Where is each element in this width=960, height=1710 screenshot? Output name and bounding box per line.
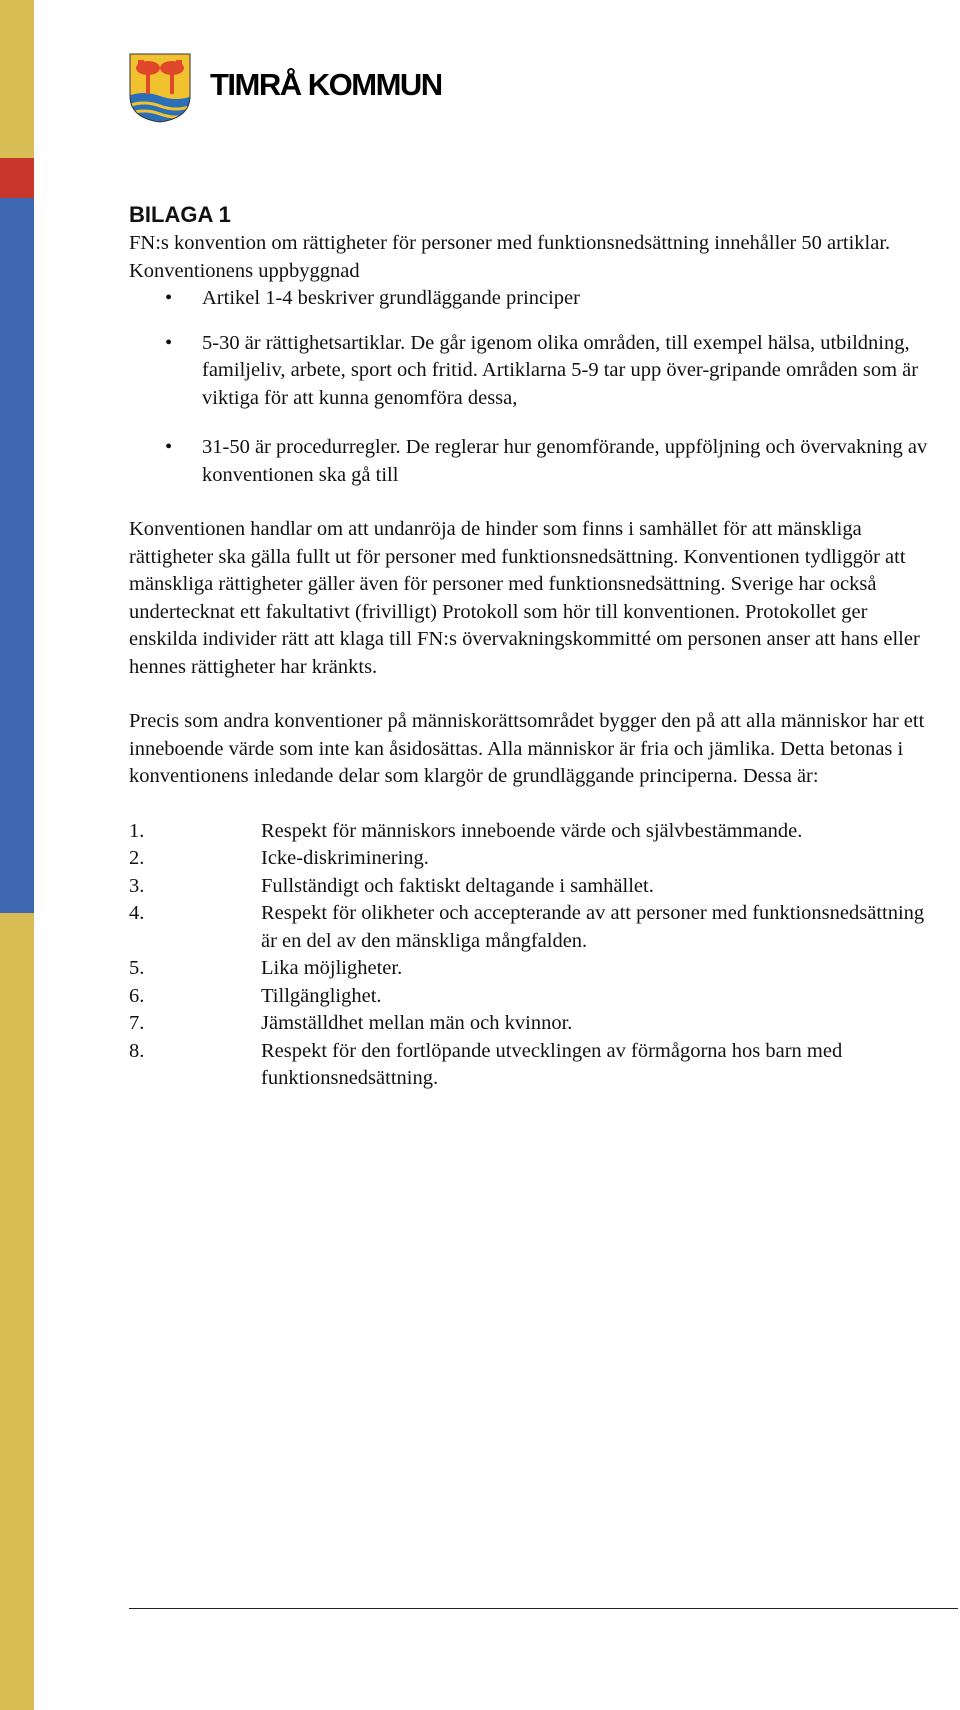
municipality-logo — [128, 52, 448, 126]
list-spacer — [129, 412, 929, 434]
list-item: 8. Respekt för den fortlöpande utvecklingen av förmågorna hos barn med funktionsnedsättning. — [129, 1039, 843, 1089]
list-item: • 5-30 är rättighetsartiklar. De går igenom olika områden, till exempel hälsa, utbildning, familjeliv, arbete, sport och fritid. Artiklarna 5-9 tar upp över-gripande områden som är viktiga för att kunna genomföra dessa, — [165, 331, 919, 409]
list-item: 2. Icke-diskriminering. — [129, 847, 429, 869]
list-spacer — [129, 313, 929, 330]
structure-list — [129, 285, 929, 489]
side-stripe-blue — [0, 198, 34, 913]
list-item: • 31-50 är procedurregler. De reglerar hur genomförande, uppföljning och övervakning av konventionen ska gå till — [165, 436, 928, 486]
side-stripe-red — [0, 158, 34, 198]
principles-list — [129, 818, 929, 1093]
footer-divider — [129, 1608, 958, 1609]
list-item: 7. Jämställdhet mellan män och kvinnor. — [129, 1012, 573, 1034]
document-body — [129, 200, 929, 1093]
body-paragraph: Precis som andra konventioner på människorättsområdet bygger den på att alla människor har ett inneboende värde som inte kan åsidosättas. Alla människor är fria och jämlika. Detta betonas i konventionens inledande delar som klargör de grundläggande principerna. Dessa är: — [129, 710, 925, 787]
list-item: • Artikel 1-4 beskriver grundläggande principer — [129, 285, 929, 313]
list-item: 4. Respekt för olikheter och accepterande av att personer med funktionsnedsättning är en del av den mänskliga mångfalden. — [129, 902, 925, 952]
structure-title: Konventionens uppbyggnad — [129, 259, 360, 282]
intro-paragraph: FN:s konvention om rättigheter för personer med funktionsnedsättning innehåller 50 artiklar. — [129, 232, 891, 254]
coat-of-arms-icon — [128, 52, 192, 124]
page-title: BILAGA 1 — [129, 202, 231, 227]
side-stripe-gold-top — [0, 0, 34, 158]
bullet-icon: • — [165, 287, 173, 309]
bullet-icon: • — [165, 331, 173, 354]
side-stripe-gold-bottom — [0, 913, 34, 1710]
bullet-icon: • — [165, 436, 173, 458]
list-item: 3. Fullständigt och faktiskt deltagande i samhället. — [129, 874, 654, 897]
body-paragraph: Konventionen handlar om att undanröja de hinder som finns i samhället för att mänskliga rättigheter ska gälla fullt ut för personer med funktionsnedsättning. Konventionen tydliggör att mänskliga rättigheter gäller även för personer med funktionsnedsättning. Sverige har också undertecknat ett fakultativt (frivilligt) Protokoll som hör till konventionen. Protokollet ger enskilda individer rätt att klaga till FN:s övervakningskommitté om personen anser att hans eller hennes rättigheter har kränkts. — [129, 518, 920, 678]
logo-text: TIMRÅ KOMMUN — [210, 67, 442, 102]
list-item: 5. Lika möjligheter. — [129, 957, 403, 979]
list-item: 1. Respekt för människors inneboende värde och självbestämmande. — [129, 819, 803, 842]
list-item: 6. Tillgänglighet. — [129, 984, 382, 1007]
